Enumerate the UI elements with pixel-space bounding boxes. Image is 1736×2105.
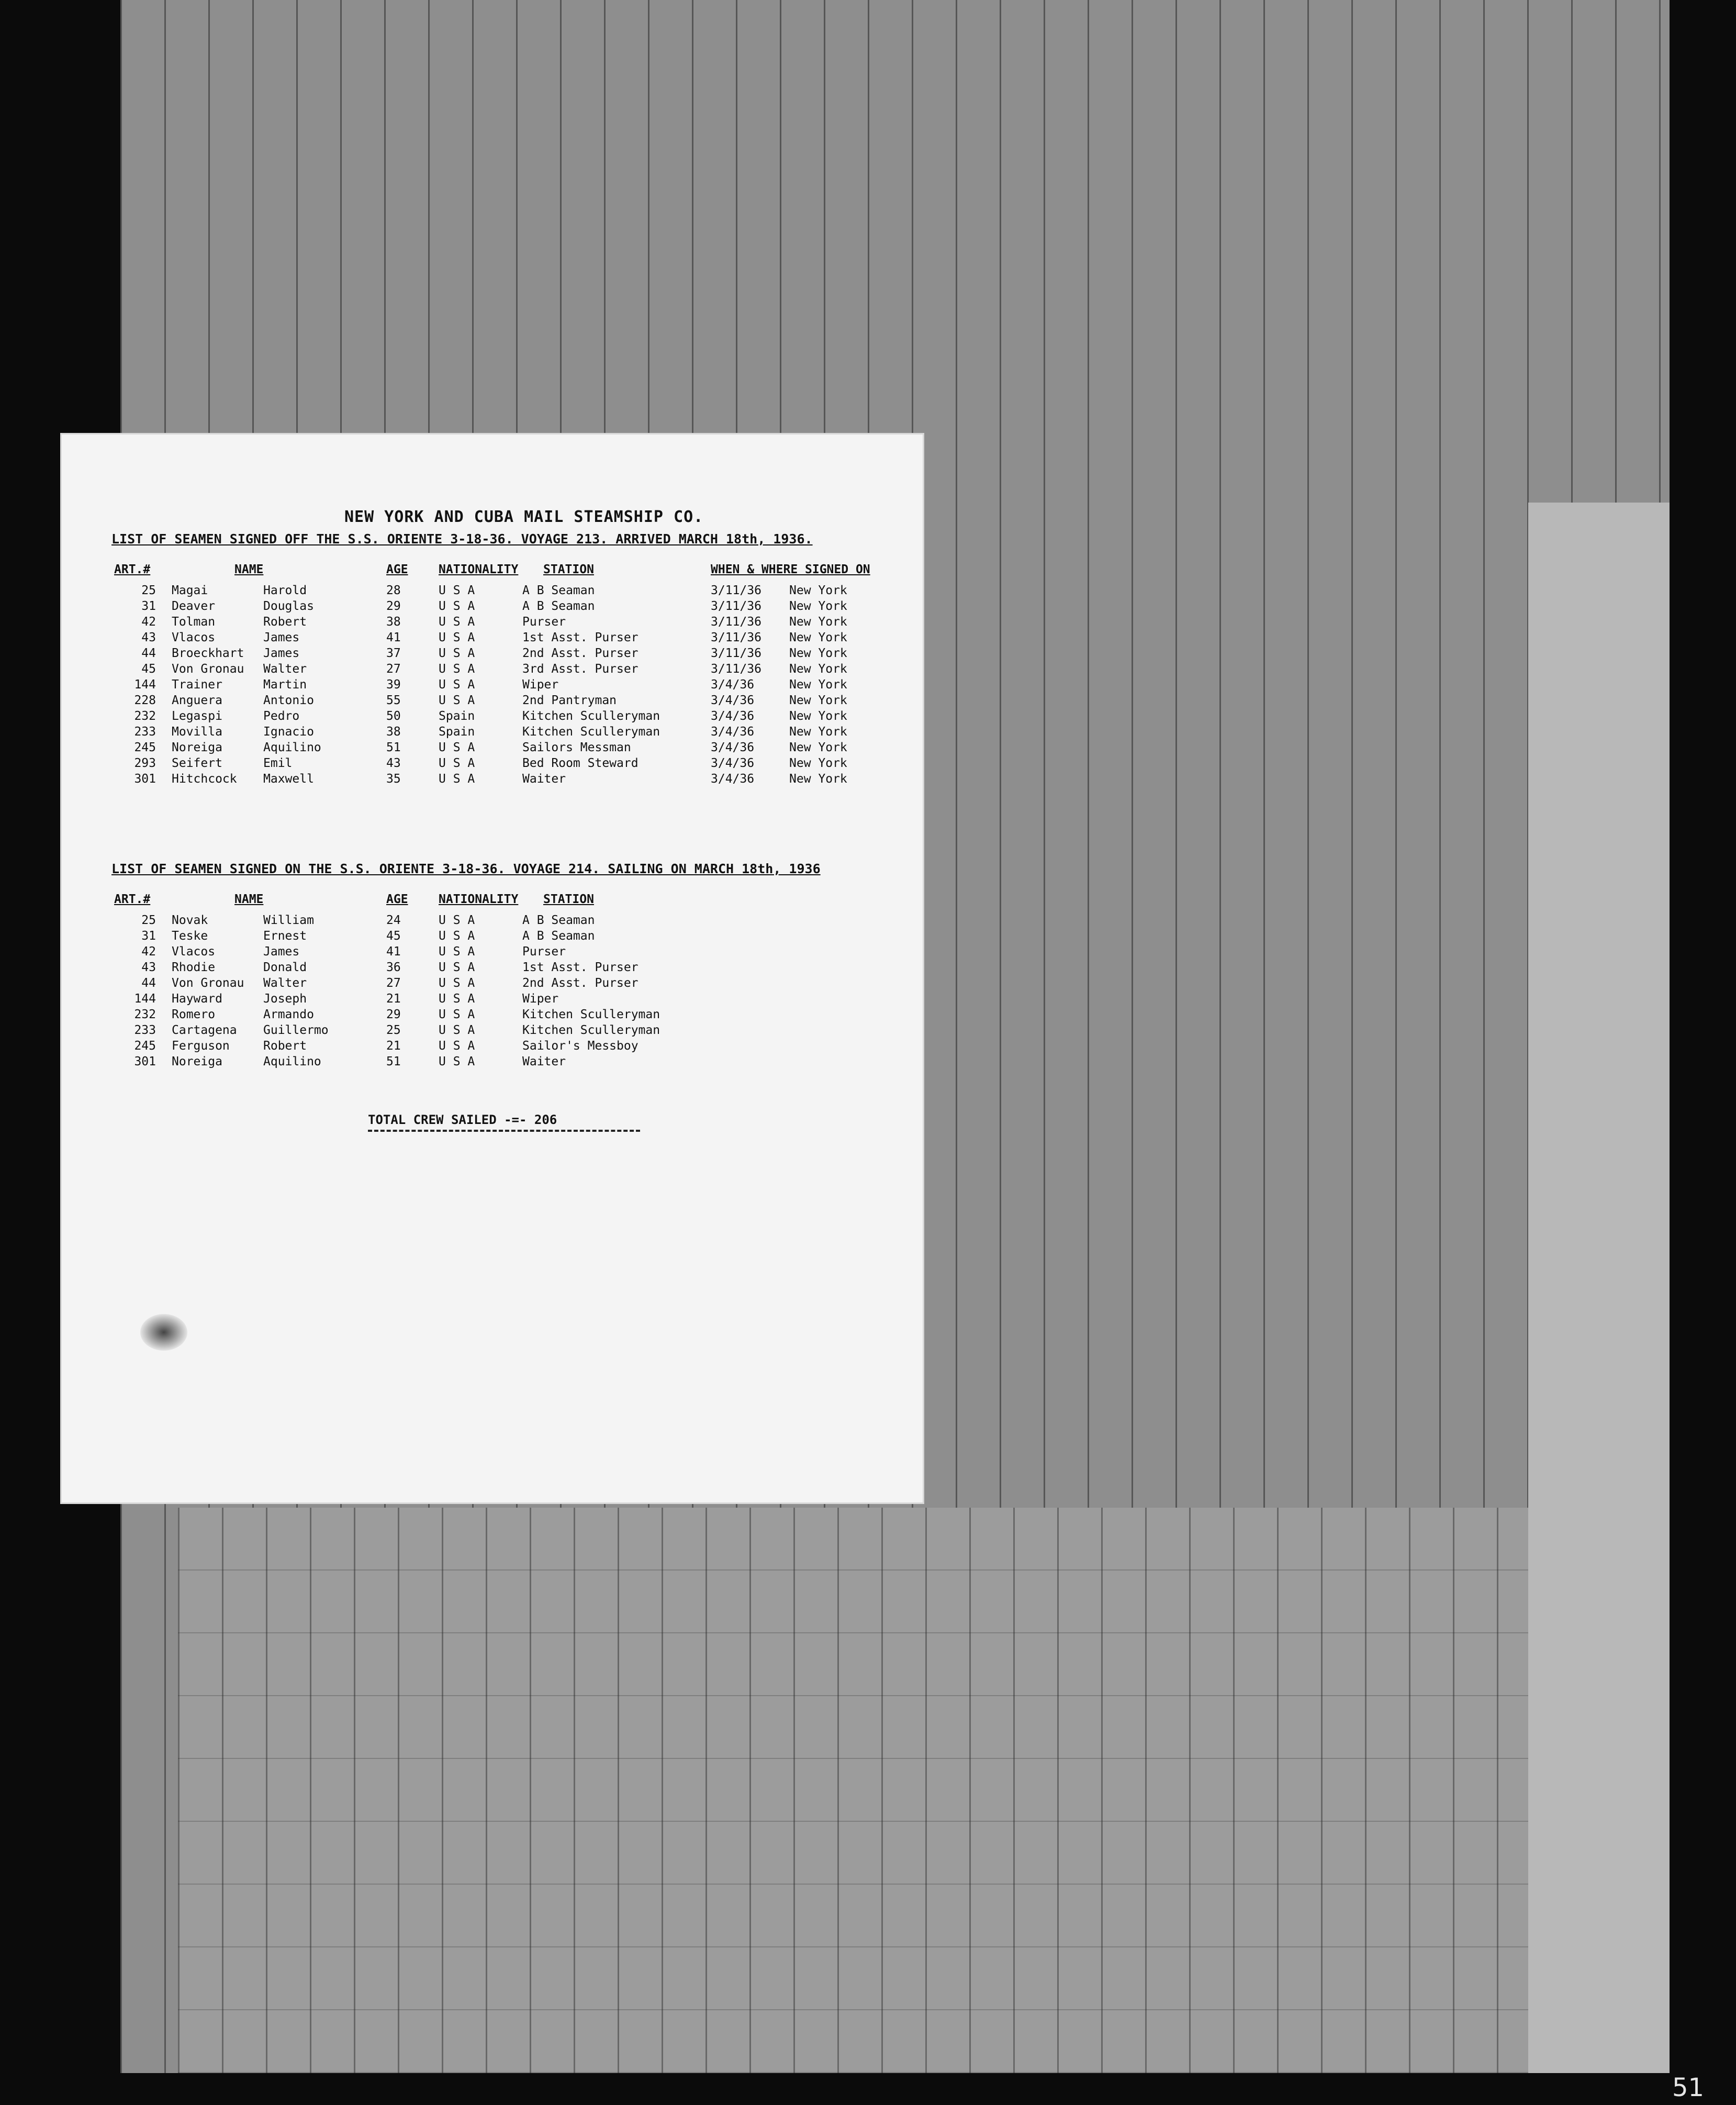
cell-age: 41 [386, 945, 401, 959]
total-crew-sailed: TOTAL CREW SAILED -=- 206 [368, 1112, 557, 1127]
cell-age: 41 [386, 631, 401, 644]
cell-when-signed: 3/4/36 [711, 678, 755, 692]
cell-art: 245 [134, 1039, 156, 1053]
table-row [62, 631, 923, 647]
cell-station: A B Seaman [522, 599, 595, 613]
table-row [62, 756, 923, 772]
cell-art: 45 [141, 662, 156, 676]
cell-station: 3rd Asst. Purser [522, 662, 639, 676]
cell-where-signed: New York [789, 678, 847, 692]
cell-when-signed: 3/11/36 [711, 662, 761, 676]
cell-station: A B Seaman [522, 584, 595, 597]
table-row [62, 992, 923, 1008]
cell-when-signed: 3/11/36 [711, 584, 761, 597]
cell-given-name: Douglas [263, 599, 314, 613]
header-age: AGE [386, 563, 408, 576]
cell-when-signed: 3/11/36 [711, 615, 761, 629]
cell-where-signed: New York [789, 694, 847, 707]
cell-station: Purser [522, 945, 566, 959]
cell-when-signed: 3/4/36 [711, 756, 755, 770]
cell-art: 43 [141, 961, 156, 974]
cell-nationality: U S A [439, 678, 475, 692]
cell-family-name: Cartagena [172, 1023, 237, 1037]
cell-nationality: U S A [439, 1039, 475, 1053]
cell-family-name: Vlacos [172, 631, 216, 644]
cell-nationality: U S A [439, 1023, 475, 1037]
header-nationality: NATIONALITY [439, 563, 519, 576]
header-art: ART.# [114, 563, 151, 576]
cell-station: Wiper [522, 992, 559, 1006]
cell-given-name: James [263, 647, 300, 660]
cell-art: 42 [141, 945, 156, 959]
cell-age: 29 [386, 1008, 401, 1021]
table-row [62, 725, 923, 741]
cell-art: 233 [134, 725, 156, 739]
cell-art: 31 [141, 599, 156, 613]
cell-nationality: Spain [439, 709, 475, 723]
cell-station: Waiter [522, 1055, 566, 1068]
cell-given-name: William [263, 914, 314, 927]
cell-nationality: U S A [439, 662, 475, 676]
cell-station: Kitchen Sculleryman [522, 709, 660, 723]
cell-when-signed: 3/4/36 [711, 772, 755, 786]
signed-on-title: LIST OF SEAMEN SIGNED ON THE S.S. ORIENTE 3-18-36. VOYAGE 214. SAILING ON MARCH 18th, 1936 [111, 861, 821, 876]
cell-station: 2nd Asst. Purser [522, 976, 639, 990]
cell-given-name: Walter [263, 976, 307, 990]
cell-age: 38 [386, 725, 401, 739]
cell-family-name: Noreiga [172, 1055, 222, 1068]
cell-family-name: Legaspi [172, 709, 222, 723]
cell-where-signed: New York [789, 772, 847, 786]
table-row [62, 929, 923, 945]
table-row [62, 1055, 923, 1071]
cell-art: 232 [134, 709, 156, 723]
cell-art: 301 [134, 772, 156, 786]
cell-age: 37 [386, 647, 401, 660]
cell-station: Waiter [522, 772, 566, 786]
cell-family-name: Deaver [172, 599, 216, 613]
cell-given-name: Robert [263, 1039, 307, 1053]
cell-family-name: Magai [172, 584, 208, 597]
cell-art: 31 [141, 929, 156, 943]
cell-when-signed: 3/4/36 [711, 741, 755, 754]
cell-family-name: Anguera [172, 694, 222, 707]
cell-nationality: U S A [439, 756, 475, 770]
cell-nationality: U S A [439, 914, 475, 927]
cell-family-name: Trainer [172, 678, 222, 692]
table-row [62, 961, 923, 976]
cell-nationality: U S A [439, 772, 475, 786]
cell-station: 1st Asst. Purser [522, 961, 639, 974]
cell-given-name: Robert [263, 615, 307, 629]
header-when-where: WHEN & WHERE SIGNED ON [711, 563, 870, 576]
cell-when-signed: 3/11/36 [711, 599, 761, 613]
table-row [62, 678, 923, 694]
header-name: NAME [234, 563, 264, 576]
cell-when-signed: 3/11/36 [711, 631, 761, 644]
cell-family-name: Von Gronau [172, 662, 244, 676]
cell-family-name: Teske [172, 929, 208, 943]
cell-given-name: Harold [263, 584, 307, 597]
table-row [62, 741, 923, 756]
cell-nationality: U S A [439, 615, 475, 629]
cell-when-signed: 3/11/36 [711, 647, 761, 660]
cell-art: 43 [141, 631, 156, 644]
table-row [62, 615, 923, 631]
cell-given-name: Aquilino [263, 741, 321, 754]
cell-art: 44 [141, 976, 156, 990]
cell-station: Wiper [522, 678, 559, 692]
cell-age: 21 [386, 992, 401, 1006]
table-row [62, 1039, 923, 1055]
cell-family-name: Romero [172, 1008, 216, 1021]
cell-where-signed: New York [789, 725, 847, 739]
cell-given-name: James [263, 631, 300, 644]
signed-off-title: LIST OF SEAMEN SIGNED OFF THE S.S. ORIENTE 3-18-36. VOYAGE 213. ARRIVED MARCH 18th, 1936. [111, 531, 813, 547]
cell-art: 232 [134, 1008, 156, 1021]
cell-where-signed: New York [789, 756, 847, 770]
cell-art: 25 [141, 914, 156, 927]
cell-nationality: U S A [439, 741, 475, 754]
cell-station: Bed Room Steward [522, 756, 639, 770]
cell-nationality: U S A [439, 1055, 475, 1068]
cell-nationality: U S A [439, 694, 475, 707]
cell-family-name: Von Gronau [172, 976, 244, 990]
cell-nationality: U S A [439, 976, 475, 990]
cell-given-name: Ernest [263, 929, 307, 943]
cell-age: 39 [386, 678, 401, 692]
table-row [62, 584, 923, 599]
cell-given-name: Ignacio [263, 725, 314, 739]
cell-nationality: U S A [439, 599, 475, 613]
manifest-column-header-strip [1528, 503, 1670, 2073]
cell-nationality: U S A [439, 929, 475, 943]
cell-age: 43 [386, 756, 401, 770]
cell-age: 36 [386, 961, 401, 974]
dashed-rule [368, 1130, 640, 1132]
cell-age: 29 [386, 599, 401, 613]
cell-where-signed: New York [789, 741, 847, 754]
table-row [62, 976, 923, 992]
cell-family-name: Tolman [172, 615, 216, 629]
cell-age: 24 [386, 914, 401, 927]
page-number: 51 [1672, 2073, 1705, 2102]
cell-where-signed: New York [789, 631, 847, 644]
cell-given-name: Pedro [263, 709, 300, 723]
table-row [62, 709, 923, 725]
cell-station: A B Seaman [522, 929, 595, 943]
cell-age: 50 [386, 709, 401, 723]
table-row [62, 945, 923, 961]
cell-station: Sailors Messman [522, 741, 631, 754]
cell-family-name: Hitchcock [172, 772, 237, 786]
cell-station: Sailor's Messboy [522, 1039, 639, 1053]
cell-family-name: Seifert [172, 756, 222, 770]
cell-nationality: Spain [439, 725, 475, 739]
cell-station: Kitchen Sculleryman [522, 1023, 660, 1037]
cell-given-name: Maxwell [263, 772, 314, 786]
cell-nationality: U S A [439, 961, 475, 974]
table-row [62, 772, 923, 788]
cell-family-name: Broeckhart [172, 647, 244, 660]
cell-given-name: James [263, 945, 300, 959]
cell-nationality: U S A [439, 1008, 475, 1021]
cell-age: 38 [386, 615, 401, 629]
cell-station: 2nd Pantryman [522, 694, 617, 707]
cell-art: 293 [134, 756, 156, 770]
cell-art: 233 [134, 1023, 156, 1037]
table-row [62, 599, 923, 615]
cell-where-signed: New York [789, 709, 847, 723]
cell-family-name: Movilla [172, 725, 222, 739]
cell-age: 28 [386, 584, 401, 597]
cell-given-name: Donald [263, 961, 307, 974]
cell-age: 35 [386, 772, 401, 786]
cell-where-signed: New York [789, 599, 847, 613]
cell-age: 55 [386, 694, 401, 707]
table-row [62, 662, 923, 678]
cell-station: A B Seaman [522, 914, 595, 927]
cell-nationality: U S A [439, 584, 475, 597]
cell-family-name: Hayward [172, 992, 222, 1006]
cell-family-name: Rhodie [172, 961, 216, 974]
cell-station: Kitchen Sculleryman [522, 1008, 660, 1021]
cell-art: 42 [141, 615, 156, 629]
cell-art: 144 [134, 992, 156, 1006]
header-nationality: NATIONALITY [439, 893, 519, 906]
cell-station: Purser [522, 615, 566, 629]
cell-family-name: Noreiga [172, 741, 222, 754]
cell-when-signed: 3/4/36 [711, 725, 755, 739]
table-row [62, 914, 923, 929]
ink-smudge [140, 1314, 187, 1351]
cell-given-name: Armando [263, 1008, 314, 1021]
table-row [62, 694, 923, 709]
cell-age: 25 [386, 1023, 401, 1037]
cell-station: 1st Asst. Purser [522, 631, 639, 644]
cell-art: 25 [141, 584, 156, 597]
cell-age: 21 [386, 1039, 401, 1053]
cell-given-name: Guillermo [263, 1023, 329, 1037]
cell-family-name: Ferguson [172, 1039, 230, 1053]
cell-age: 51 [386, 741, 401, 754]
cell-art: 301 [134, 1055, 156, 1068]
cell-where-signed: New York [789, 647, 847, 660]
cell-family-name: Novak [172, 914, 208, 927]
cell-where-signed: New York [789, 584, 847, 597]
cell-age: 51 [386, 1055, 401, 1068]
header-station: STATION [543, 893, 594, 906]
cell-age: 27 [386, 662, 401, 676]
table-row [62, 1023, 923, 1039]
cell-art: 245 [134, 741, 156, 754]
cell-when-signed: 3/4/36 [711, 709, 755, 723]
cell-nationality: U S A [439, 647, 475, 660]
table-row [62, 647, 923, 662]
header-name: NAME [234, 893, 264, 906]
cell-age: 45 [386, 929, 401, 943]
cell-given-name: Aquilino [263, 1055, 321, 1068]
cell-art: 144 [134, 678, 156, 692]
cell-where-signed: New York [789, 662, 847, 676]
cell-nationality: U S A [439, 945, 475, 959]
cell-age: 27 [386, 976, 401, 990]
cell-art: 228 [134, 694, 156, 707]
table-row [62, 1008, 923, 1023]
cell-where-signed: New York [789, 615, 847, 629]
cell-family-name: Vlacos [172, 945, 216, 959]
cell-art: 44 [141, 647, 156, 660]
cell-given-name: Antonio [263, 694, 314, 707]
cell-nationality: U S A [439, 992, 475, 1006]
cell-when-signed: 3/4/36 [711, 694, 755, 707]
header-station: STATION [543, 563, 594, 576]
cell-given-name: Emil [263, 756, 293, 770]
cell-station: Kitchen Sculleryman [522, 725, 660, 739]
cell-given-name: Martin [263, 678, 307, 692]
header-age: AGE [386, 893, 408, 906]
cell-given-name: Walter [263, 662, 307, 676]
manifest-lower-grid [178, 1508, 1670, 2073]
cell-given-name: Joseph [263, 992, 307, 1006]
header-art: ART.# [114, 893, 151, 906]
cell-station: 2nd Asst. Purser [522, 647, 639, 660]
attached-crew-list-sheet [62, 435, 923, 1502]
company-name: NEW YORK AND CUBA MAIL STEAMSHIP CO. [344, 508, 704, 526]
cell-nationality: U S A [439, 631, 475, 644]
